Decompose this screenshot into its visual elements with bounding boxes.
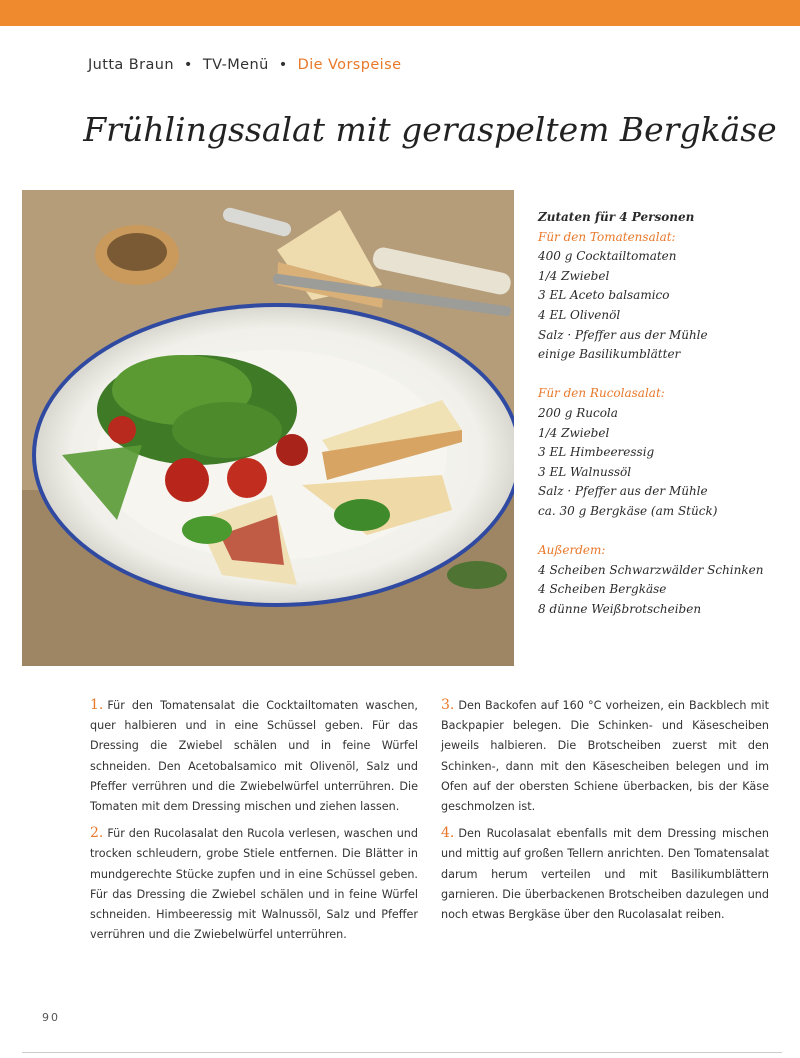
step-number: 1.: [90, 697, 104, 713]
ingredient-group-title: Außerdem:: [538, 543, 606, 558]
ingredient-item: 3 EL Walnussöl: [538, 464, 632, 479]
breadcrumb-separator: •: [183, 57, 193, 73]
ingredient-group-title: Für den Tomatensalat:: [538, 229, 676, 244]
step-number: 4.: [441, 825, 455, 842]
page-number: 90: [42, 1011, 60, 1024]
step-text: Den Rucolasalat ebenfalls mit dem Dressing mischen und mittig auf großen Tellern anrichten. Den Tomatensalat darum herum verteilen und mit Basilikumblättern garnieren. Die überbackenen Brotscheiben dazulegen und noch etwas Bergkäse über den Rucolasalat reiben.: [441, 827, 769, 922]
ingredient-item: 4 EL Olivenöl: [538, 307, 621, 322]
recipe-title: Frühlingssalat mit geraspeltem Bergkäse: [83, 110, 777, 149]
ingredient-item: 400 g Cocktailtomaten: [538, 249, 677, 264]
breadcrumb-author: Jutta Braun: [88, 57, 174, 73]
ingredient-item: 1/4 Zwiebel: [538, 268, 610, 283]
bottom-divider: [22, 1052, 782, 1053]
ingredient-list: [538, 208, 788, 619]
breadcrumb-book: TV-Menü: [202, 57, 269, 73]
ingredient-item: Salz · Pfeffer aus der Mühle: [538, 327, 708, 342]
steps-column-right: [441, 695, 769, 931]
step: [90, 695, 418, 817]
steps-column-left: [90, 695, 418, 951]
spacer: [538, 522, 788, 542]
step-text: Für den Tomatensalat die Cocktailtomaten waschen, quer halbieren und in eine Schüssel geben. Für das Dressing die Zwiebel schälen und in feine Würfel schneiden. Den Acetobalsamico mit Olivenöl, Salz und Pfeffer verrühren und die Zwiebelwürfel unterrühren. Die Tomaten mit dem Dressing mischen und ziehen lassen.: [90, 699, 418, 814]
step: [441, 823, 769, 925]
step-number: 3.: [441, 697, 455, 713]
ingredient-item: 4 Scheiben Bergkäse: [538, 582, 667, 597]
breadcrumb-separator: •: [278, 57, 288, 73]
ingredient-item: 4 Scheiben Schwarzwälder Schinken: [538, 562, 764, 577]
ingredient-item: 200 g Rucola: [538, 405, 618, 420]
breadcrumb: [88, 57, 401, 73]
ingredient-item: 1/4 Zwiebel: [538, 425, 610, 440]
top-color-bar: [0, 0, 800, 26]
ingredient-item: ca. 30 g Bergkäse (am Stück): [538, 503, 718, 518]
ingredient-heading: Zutaten für 4 Personen: [538, 210, 695, 224]
ingredient-item: 8 dünne Weißbrotscheiben: [538, 601, 702, 616]
dish-photo: [22, 190, 514, 666]
step-text: Den Backofen auf 160 °C vorheizen, ein Backblech mit Backpapier belegen. Die Schinken- und Käsescheiben jeweils halbieren. Die Brotscheiben zuerst mit den Schinken-, dann mit den Käsescheiben belegen und im Ofen auf der obersten Schiene überbacken, bis der Käse geschmolzen ist.: [441, 699, 769, 814]
step: [90, 823, 418, 945]
breadcrumb-section: Die Vorspeise: [297, 57, 402, 73]
step: [441, 695, 769, 817]
ingredient-item: 3 EL Aceto balsamico: [538, 288, 670, 303]
step-text: Für den Rucolasalat den Rucola verlesen, waschen und trocken schleudern, grobe Stiele entfernen. Die Blätter in mundgerechte Stücke zupfen und in eine Schüssel geben. Für das Dressing die Zwiebel schälen und in feine Würfel schneiden. Himbeeressig mit Walnussöl, Salz und Pfeffer verrühren und die Zwiebelwürfel unterrühren.: [90, 827, 418, 942]
spacer: [538, 365, 788, 385]
step-number: 2.: [90, 825, 104, 842]
ingredient-item: 3 EL Himbeeressig: [538, 445, 655, 460]
ingredient-group-title: Für den Rucolasalat:: [538, 386, 665, 401]
ingredient-item: Salz · Pfeffer aus der Mühle: [538, 484, 708, 499]
ingredient-item: einige Basilikumblätter: [538, 347, 681, 362]
